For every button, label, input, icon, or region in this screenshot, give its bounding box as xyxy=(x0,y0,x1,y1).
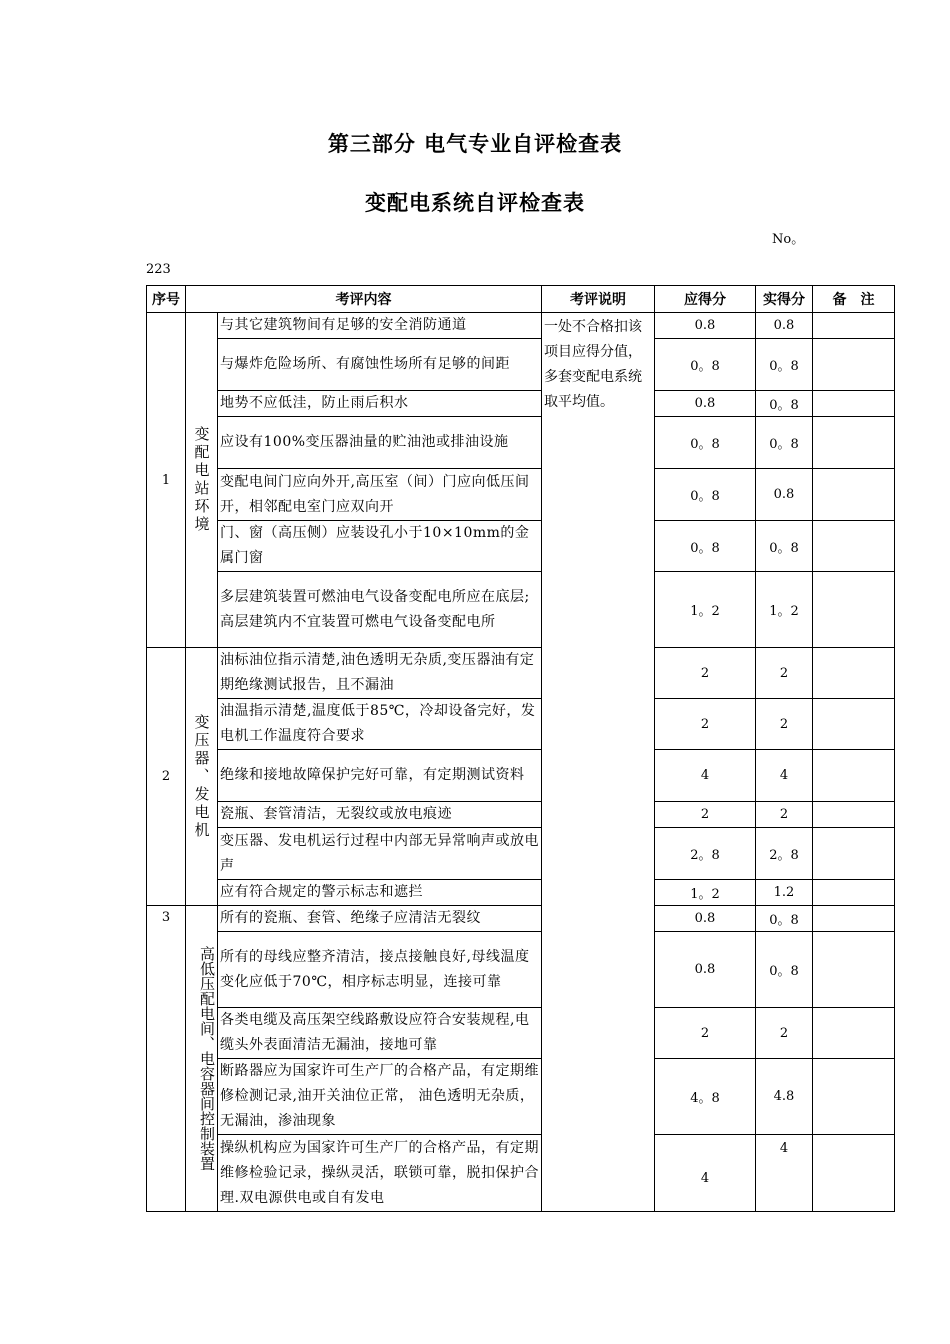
table-row xyxy=(147,339,895,391)
section-number: 1 xyxy=(147,313,186,648)
doc-number: No。 xyxy=(772,232,805,247)
page-title: 第三部分 电气专业自评检查表 xyxy=(327,132,623,156)
table-row xyxy=(147,1008,895,1059)
actual-score: 0。8 xyxy=(756,339,813,391)
remark-cell xyxy=(813,1135,895,1212)
actual-score: 2 xyxy=(756,1008,813,1059)
actual-score: 2 xyxy=(756,648,813,699)
remark-cell xyxy=(813,391,895,417)
table-row xyxy=(147,469,895,521)
remark-cell xyxy=(813,880,895,906)
table-header-row xyxy=(147,286,895,313)
remark-cell xyxy=(813,828,895,880)
table-row xyxy=(147,699,895,750)
section-category: 高低压配电间、电容器间控制装置 xyxy=(186,906,218,1212)
remark-cell xyxy=(813,750,895,802)
actual-score: 0。8 xyxy=(756,521,813,572)
table-row xyxy=(147,750,895,802)
remark-cell xyxy=(813,313,895,339)
item-content: 所有的母线应整齐清洁，接点接触良好,母线温度变化应低于70℃，相序标志明显，连接可靠 xyxy=(218,932,542,1008)
table-row xyxy=(147,313,895,339)
remark-cell xyxy=(813,802,895,828)
actual-score: 0。8 xyxy=(756,906,813,932)
should-score: 1。2 xyxy=(655,572,756,648)
table-row xyxy=(147,648,895,699)
item-content: 与爆炸危险场所、有腐蚀性场所有足够的间距 xyxy=(218,339,542,391)
should-score: 1。2 xyxy=(655,880,756,906)
should-score: 0。8 xyxy=(655,521,756,572)
item-content: 与其它建筑物间有足够的安全消防通道 xyxy=(218,313,542,339)
actual-score: 2 xyxy=(756,699,813,750)
should-score: 0。8 xyxy=(655,339,756,391)
remark-cell xyxy=(813,1008,895,1059)
item-content: 所有的瓷瓶、套管、绝缘子应清洁无裂纹 xyxy=(218,906,542,932)
remark-cell xyxy=(813,906,895,932)
item-content: 地势不应低洼，防止雨后积水 xyxy=(218,391,542,417)
table-row xyxy=(147,417,895,469)
item-content: 应有符合规定的警示标志和遮拦 xyxy=(218,880,542,906)
table-row xyxy=(147,521,895,572)
header-actual: 实得分 xyxy=(756,286,813,313)
table-row xyxy=(147,932,895,1008)
item-content: 门、窗（高压侧）应装设孔小于10×10mm的金属门窗 xyxy=(218,521,542,572)
table-row xyxy=(147,1135,895,1212)
should-score: 4 xyxy=(655,750,756,802)
should-score: 2 xyxy=(655,699,756,750)
actual-score: 4 xyxy=(756,750,813,802)
actual-score: 0.8 xyxy=(756,313,813,339)
actual-score: 1。2 xyxy=(756,572,813,648)
remark-cell xyxy=(813,521,895,572)
actual-score: 4.8 xyxy=(756,1059,813,1135)
header-content: 考评内容 xyxy=(186,286,542,313)
should-score: 0。8 xyxy=(655,417,756,469)
item-content: 油温指示清楚,温度低于85℃，冷却设备完好，发电机工作温度符合要求 xyxy=(218,699,542,750)
item-content: 多层建筑装置可燃油电气设备变配电所应在底层;高层建筑内不宜装置可燃电气设备变配电所 xyxy=(218,572,542,648)
actual-score: 4 xyxy=(756,1135,813,1212)
checklist-table xyxy=(146,285,895,1212)
remark-cell xyxy=(813,469,895,521)
table-row xyxy=(147,1059,895,1135)
should-score: 2 xyxy=(655,1008,756,1059)
should-score: 2 xyxy=(655,802,756,828)
item-content: 应设有100%变压器油量的贮油池或排油设施 xyxy=(218,417,542,469)
should-score: 2 xyxy=(655,648,756,699)
remark-cell xyxy=(813,339,895,391)
remark-cell xyxy=(813,932,895,1008)
should-score: 0.8 xyxy=(655,906,756,932)
evaluation-note: 一处不合格扣该项目应得分值，多套变配电系统取平均值。 xyxy=(542,313,655,1212)
item-content: 瓷瓶、套管清洁，无裂纹或放电痕迹 xyxy=(218,802,542,828)
section-category: 变配电站环境 xyxy=(186,313,218,648)
table-row xyxy=(147,391,895,417)
item-content: 各类电缆及高压架空线路敷设应符合安装规程,电缆头外表面清洁无漏油，接地可靠 xyxy=(218,1008,542,1059)
actual-score: 1.2 xyxy=(756,880,813,906)
section-category: 变压器、发电机 xyxy=(186,648,218,906)
remark-cell xyxy=(813,1059,895,1135)
page-number: 223 xyxy=(146,262,171,277)
should-score: 0.8 xyxy=(655,313,756,339)
section-number: 2 xyxy=(147,648,186,906)
item-content: 绝缘和接地故障保护完好可靠，有定期测试资料 xyxy=(218,750,542,802)
actual-score: 2。8 xyxy=(756,828,813,880)
table-row xyxy=(147,906,895,932)
section-number: 3 xyxy=(147,906,186,1212)
actual-score: 0。8 xyxy=(756,391,813,417)
remark-cell xyxy=(813,572,895,648)
should-score: 0。8 xyxy=(655,469,756,521)
header-seq: 序号 xyxy=(147,286,186,313)
item-content: 断路器应为国家许可生产厂的合格产品，有定期维修检测记录,油开关油位正常， 油色透明无杂质，无漏油，渗油现象 xyxy=(218,1059,542,1135)
remark-cell xyxy=(813,699,895,750)
should-score: 2。8 xyxy=(655,828,756,880)
should-score: 0.8 xyxy=(655,932,756,1008)
should-score: 4 xyxy=(655,1135,756,1212)
actual-score: 0。8 xyxy=(756,932,813,1008)
table-row xyxy=(147,880,895,906)
table-row xyxy=(147,802,895,828)
item-content: 变压器、发电机运行过程中内部无异常响声或放电声 xyxy=(218,828,542,880)
item-content: 变配电间门应向外开,高压室（间）门应向低压间开，相邻配电室门应双向开 xyxy=(218,469,542,521)
item-content: 油标油位指示清楚,油色透明无杂质,变压器油有定期绝缘测试报告，且不漏油 xyxy=(218,648,542,699)
table-row xyxy=(147,828,895,880)
table-row xyxy=(147,572,895,648)
actual-score: 2 xyxy=(756,802,813,828)
item-content: 操纵机构应为国家许可生产厂的合格产品，有定期维修检验记录，操纵灵活，联锁可靠，脱扣保护合理.双电源供电或自有发电 xyxy=(218,1135,542,1212)
page-subtitle: 变配电系统自评检查表 xyxy=(365,191,585,215)
remark-cell xyxy=(813,648,895,699)
should-score: 0.8 xyxy=(655,391,756,417)
actual-score: 0。8 xyxy=(756,417,813,469)
header-remark: 备 注 xyxy=(813,286,895,313)
remark-cell xyxy=(813,417,895,469)
should-score: 4。8 xyxy=(655,1059,756,1135)
actual-score: 0.8 xyxy=(756,469,813,521)
header-should: 应得分 xyxy=(655,286,756,313)
header-desc: 考评说明 xyxy=(542,286,655,313)
